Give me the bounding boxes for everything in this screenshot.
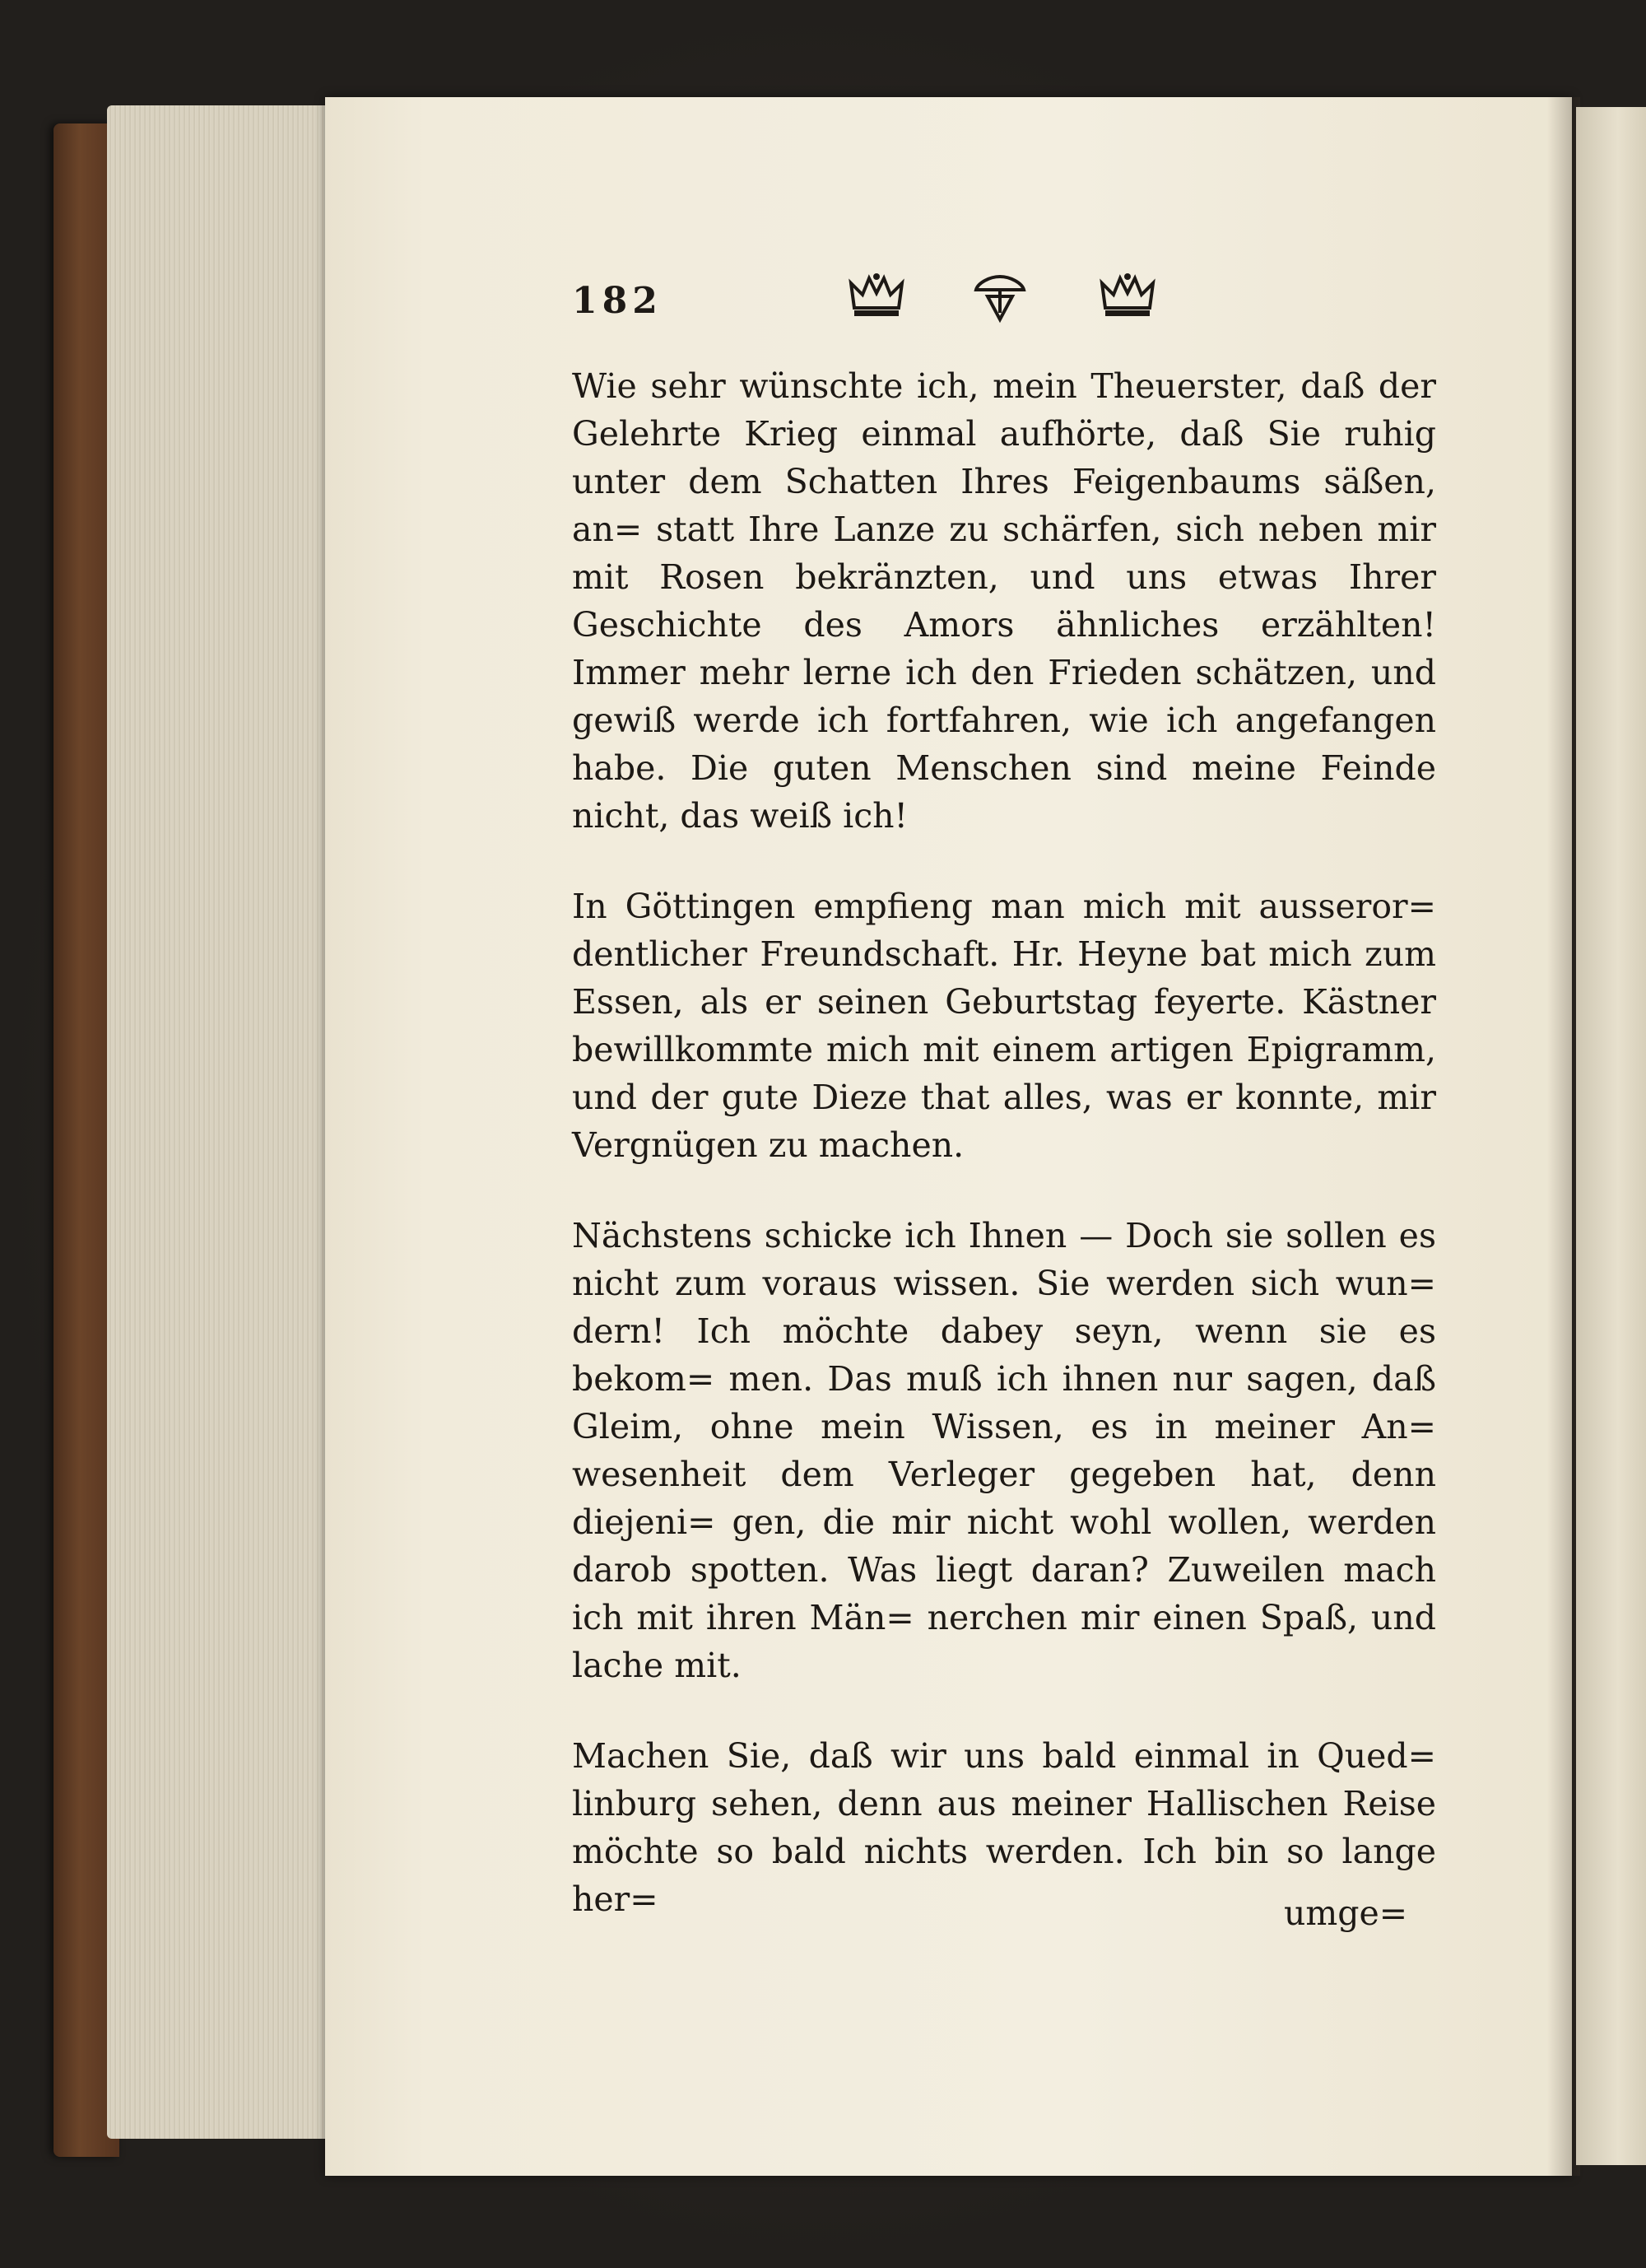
paragraph: In Göttingen empfieng man mich mit ausseror= dentlicher Freundschaft. Hr. Heyne bat mich zum Essen, als er seinen Geburtstag feyerte. Kästner bewillkommte mich mit einem artigen Epigramm, und der gute Dieze that alles, was er konnte, mir Vergnügen zu machen.	[572, 887, 1436, 1165]
page-number: 182	[572, 280, 663, 322]
fleuron-icon	[971, 272, 1029, 324]
paragraph: Wie sehr wünschte ich, mein Theuerster, daß der Gelehrte Krieg einmal aufhörte, daß Sie ruhig unter dem Schatten Ihres Feigenbaums säßen, an= statt Ihre Lanze zu schärfen, sich neben mir mit Rosen bekränzten, und uns etwas Ihrer Geschichte des Amors ähnliches erzählten! Immer mehr lerne ich den Frieden schätzen, und gewiß werde ich fortfahren, wie ich angefangen habe. Die guten Menschen sind meine Feinde nicht, das weiß ich!	[572, 366, 1436, 836]
catchword: umge=	[1284, 1893, 1408, 1933]
body-text	[572, 362, 1436, 1923]
paragraph: Machen Sie, daß wir uns bald einmal in Qued= linburg sehen, denn aus meiner Hallischen Reise möchte so bald nichts werden. Ich bin so lange her=	[572, 1736, 1436, 1919]
page-edges	[107, 105, 337, 2139]
crown-icon	[1099, 272, 1156, 321]
crown-icon	[848, 272, 905, 321]
paragraph: Nächstens schicke ich Ihnen — Doch sie sollen es nicht zum voraus wissen. Sie werden sich wun= dern! Ich möchte dabey seyn, wenn sie es bekom= men. Das muß ich ihnen nur sagen, daß Gleim, ohne mein Wissen, es in meiner An= wesenheit dem Verleger gegeben hat, denn diejeni= gen, die mir nicht wohl wollen, werden darob spotten. Was liegt daran? Zuweilen mach ich mit ihren Män= nerchen mir einen Spaß, und lache mit.	[572, 1216, 1436, 1685]
gutter-shadow	[1547, 97, 1580, 2176]
page-header	[572, 272, 1436, 338]
facing-page-edge	[1576, 107, 1646, 2165]
